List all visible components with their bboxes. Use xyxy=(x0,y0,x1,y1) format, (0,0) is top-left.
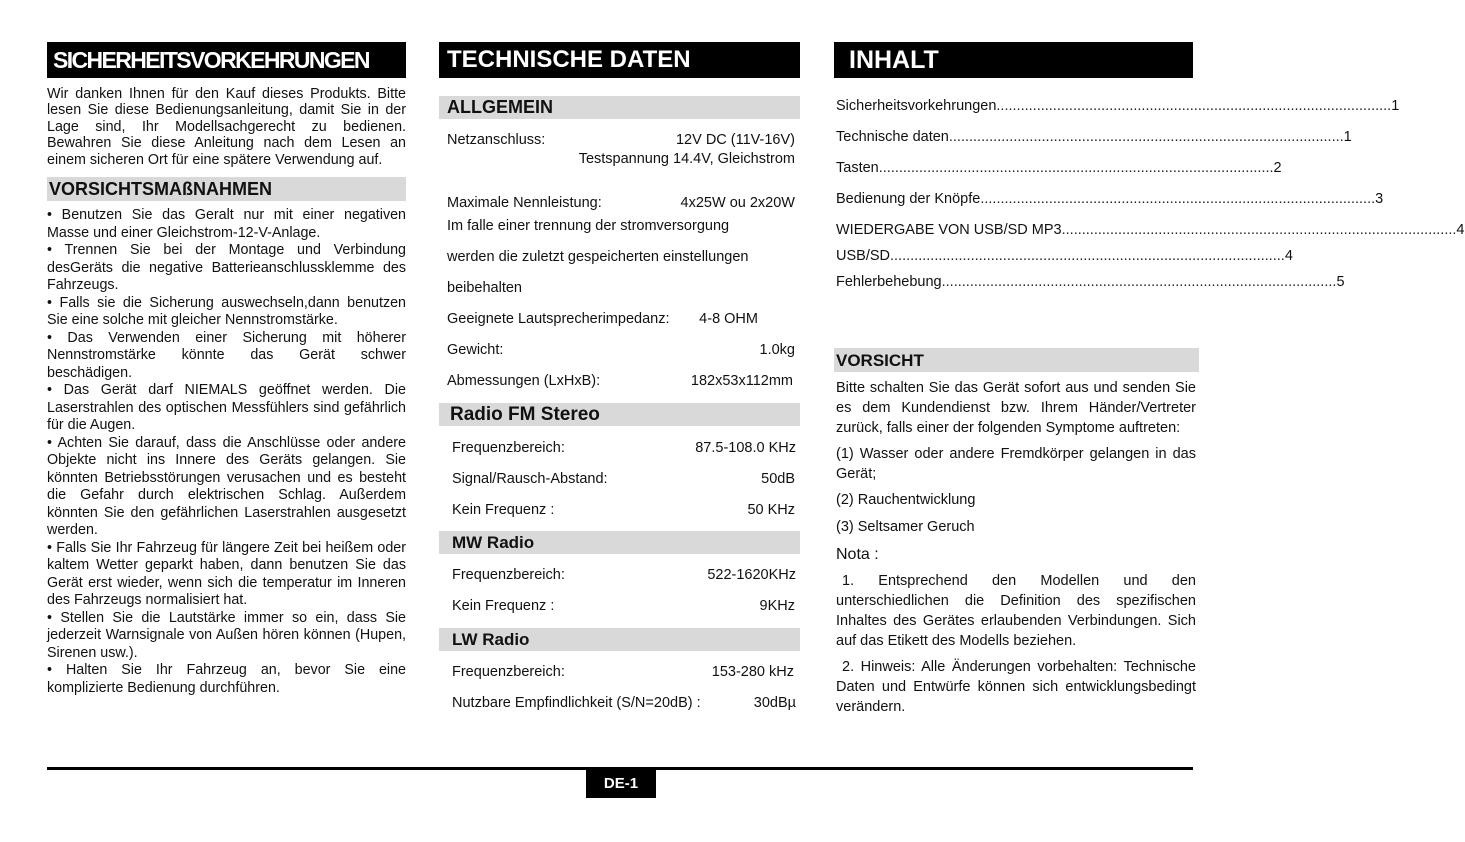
toc-entry[interactable] xyxy=(836,98,1400,129)
contents-title: INHALT xyxy=(834,42,1193,78)
contents-column xyxy=(834,42,1465,717)
toc-leader: .................................................................................................. xyxy=(980,191,1376,207)
toc-entry[interactable] xyxy=(836,129,1352,160)
spec-value: 50dB xyxy=(761,471,795,487)
symptom-item: (2) Rauchentwicklung xyxy=(836,492,976,508)
toc-page: 4 xyxy=(1284,248,1293,264)
spec-value: 30dBµ xyxy=(753,695,796,711)
lw-heading: LW Radio xyxy=(439,628,800,651)
spec-value: 182x53x112mm xyxy=(690,373,793,389)
safety-column xyxy=(47,42,406,697)
toc-leader: .................................................................................................. xyxy=(948,129,1344,145)
toc-leader: .................................................................................................. xyxy=(941,274,1337,290)
spec-row-power xyxy=(439,132,800,148)
toc-entry[interactable] xyxy=(836,248,1293,274)
list-item: • Falls Sie Ihr Fahrzeug für längere Zeit bei heißem oder kaltem Wetter geparkt haben, dann benutzen Sie das Gerät erst wieder, wenn sich die temperatur im Inneren des Fahrzeugs normalisiert hat. xyxy=(47,539,406,609)
spec-value: 87.5-108.0 KHz xyxy=(695,440,796,456)
spec-label: Netzanschluss: xyxy=(447,132,546,148)
spec-label: Kein Frequenz : xyxy=(452,502,555,518)
spec-label: Frequenzbereich: xyxy=(452,440,565,456)
precautions-list xyxy=(47,207,406,697)
spec-row-fm-snr xyxy=(439,471,800,487)
spec-row-max-power xyxy=(439,195,800,211)
toc-page: 1 xyxy=(1391,98,1400,114)
list-item: • Benutzen Sie das Geralt nur mit einer negativen Masse und einer Gleichstrom-12-V-Anlage. xyxy=(47,207,406,241)
spec-row-weight xyxy=(439,342,800,358)
spec-note: werden die zuletzt gespeicherten einstellungen xyxy=(447,249,749,265)
spec-label: Frequenzbereich: xyxy=(452,567,565,583)
list-item: • Stellen Sie die Lautstärke immer so ein, dass Sie jederzeit Warnsignale von Außen hören können (Hupen, Sirenen usw.). xyxy=(47,609,406,661)
spec-row-lw-frequency xyxy=(439,664,800,680)
spec-value: 153-280 kHz xyxy=(711,664,794,680)
toc-label: Fehlerbehebung xyxy=(836,274,942,290)
toc-entry[interactable] xyxy=(836,222,1465,248)
toc-page: 2 xyxy=(1273,160,1282,176)
toc-entry[interactable] xyxy=(836,160,1282,191)
safety-intro: Wir danken Ihnen für den Kauf dieses Produkts. Bitte lesen Sie diese Bedienungsanleitung, damit Sie in der Lage sind, Ihr Modellsachgerecht zu bedienen. Bewahren Sie diese Anleitung nach dem Lesen an einem sicheren Ort für eine spätere Verwendung auf. xyxy=(47,86,406,168)
spec-note: beibehalten xyxy=(447,280,522,296)
toc-label: USB/SD xyxy=(836,248,890,264)
spec-value: 522-1620KHz xyxy=(707,567,796,583)
toc-leader: .................................................................................................. xyxy=(1061,222,1457,238)
toc-page: 1 xyxy=(1343,129,1352,145)
caution-heading: VORSICHT xyxy=(834,348,1199,372)
spec-row-fm-frequency xyxy=(439,440,800,456)
spec-value: 4-8 OHM xyxy=(699,311,758,327)
toc-page: 5 xyxy=(1336,274,1345,290)
spec-row-fm-step xyxy=(439,502,800,518)
spec-value: 4x25W ou 2x20W xyxy=(680,195,795,211)
spec-row-dimensions xyxy=(439,373,800,389)
spec-row-impedance xyxy=(439,311,800,327)
spec-row-test-voltage xyxy=(439,151,800,167)
caution-text: Bitte schalten Sie das Gerät sofort aus und senden Sie es dem Kundendienst bzw. Ihrem Händer/Vertreter zurück, falls einer der folgenden Symptome auftreten: xyxy=(836,380,1196,436)
spec-value: 50 KHz xyxy=(747,502,795,518)
spec-row-mw-frequency xyxy=(439,567,800,583)
specs-title: TECHNISCHE DATEN xyxy=(439,42,800,78)
spec-label: Nutzbare Empfindlichkeit (S/N=20dB) : xyxy=(452,695,701,711)
list-item: • Halten Sie Ihr Fahrzeug an, bevor Sie eine komplizierte Bedienung durchführen. xyxy=(47,662,406,696)
list-item: • Das Verwenden einer Sicherung mit höherer Nennstromstärke könnte das Gerät schwer beschädigen. xyxy=(47,329,406,381)
spec-value: 12V DC (11V-16V) xyxy=(675,132,795,148)
list-item: • Trennen Sie bei der Montage und Verbindung desGeräts die negative Batterieanschlussklemme des Fahrzeugs. xyxy=(47,242,406,294)
table-of-contents xyxy=(834,98,1465,300)
mw-heading: MW Radio xyxy=(439,531,800,554)
spec-value: 9KHz xyxy=(759,598,795,614)
safety-title: SICHERHEITSVORKEHRUNGEN xyxy=(47,42,406,78)
spec-label: Frequenzbereich: xyxy=(452,664,565,680)
toc-label: Sicherheitsvorkehrungen xyxy=(836,98,997,114)
spec-label: Maximale Nennleistung: xyxy=(447,195,602,211)
note-item: 1. Entsprechend den Modellen und den unterschiedlichen die Definition des spezifischen Inhaltes des Gerätes erlaubenden Verbindungen. Sich auf das Etikett des Modells beziehen. xyxy=(836,573,1196,649)
nota-label: Nota : xyxy=(836,546,879,563)
toc-label: Technische daten xyxy=(836,129,949,145)
specs-column xyxy=(439,42,800,711)
spec-label: Kein Frequenz : xyxy=(452,598,555,614)
spec-label: Geeignete Lautsprecherimpedanz: xyxy=(447,311,670,327)
toc-leader: .................................................................................................. xyxy=(878,160,1274,176)
toc-label: Tasten xyxy=(836,160,879,176)
toc-entry[interactable] xyxy=(836,274,1345,300)
spec-row-mw-step xyxy=(439,598,800,614)
fm-heading: Radio FM Stereo xyxy=(439,403,800,426)
toc-page: 4 xyxy=(1456,222,1465,238)
symptom-item: (1) Wasser oder andere Fremdkörper gelangen in das Gerät; xyxy=(836,446,1196,482)
spec-note-line xyxy=(439,280,800,296)
toc-label: WIEDERGABE VON USB/SD MP3 xyxy=(836,222,1062,238)
symptom-item: (3) Seltsamer Geruch xyxy=(836,519,975,535)
page-number-badge: DE-1 xyxy=(586,770,656,798)
list-item: • Das Gerät darf NIEMALS geöffnet werden. Die Laserstrahlen des optischen Messfühlers sind gefährlich für die Augen. xyxy=(47,382,406,434)
toc-entry[interactable] xyxy=(836,191,1384,222)
spec-value: Testspannung 14.4V, Gleichstrom xyxy=(578,151,795,167)
precautions-heading: VORSICHTSMAßNAHMEN xyxy=(47,177,406,201)
toc-leader: .................................................................................................. xyxy=(996,98,1392,114)
toc-page: 3 xyxy=(1375,191,1384,207)
general-heading: ALLGEMEIN xyxy=(439,96,800,119)
spec-label: Signal/Rausch-Abstand: xyxy=(452,471,608,487)
list-item: • Falls sie die Sicherung auswechseln,dann benutzen Sie eine solche mit gleicher Nennstromstärke. xyxy=(47,294,406,329)
spec-row-lw-sensitivity xyxy=(439,695,800,711)
toc-label: Bedienung der Knöpfe xyxy=(836,191,981,207)
spec-note-line xyxy=(439,218,800,234)
toc-leader: .................................................................................................. xyxy=(890,248,1285,264)
spec-label: Gewicht: xyxy=(447,342,504,358)
spec-label: Abmessungen (LxHxB): xyxy=(447,373,601,389)
spec-value: 1.0kg xyxy=(759,342,795,358)
note-item: 2. Hinweis: Alle Änderungen vorbehalten: Technische Daten und Entwürfe können sich entwicklungsbedingt verändern. xyxy=(836,659,1196,715)
list-item: • Achten Sie darauf, dass die Anschlüsse oder andere Objekte nicht ins Innere des Geräts gelangen. Sie könnten Betriebsstörungen verusachen und es besteht die Gefahr durch elektrischen Schlag. Außerdem könnten Sie den gefährlichen Laserstrahlen ausgesetzt werden. xyxy=(47,434,406,539)
spec-note-line xyxy=(439,249,800,265)
spec-note: Im falle einer trennung der stromversorgung xyxy=(447,218,730,234)
